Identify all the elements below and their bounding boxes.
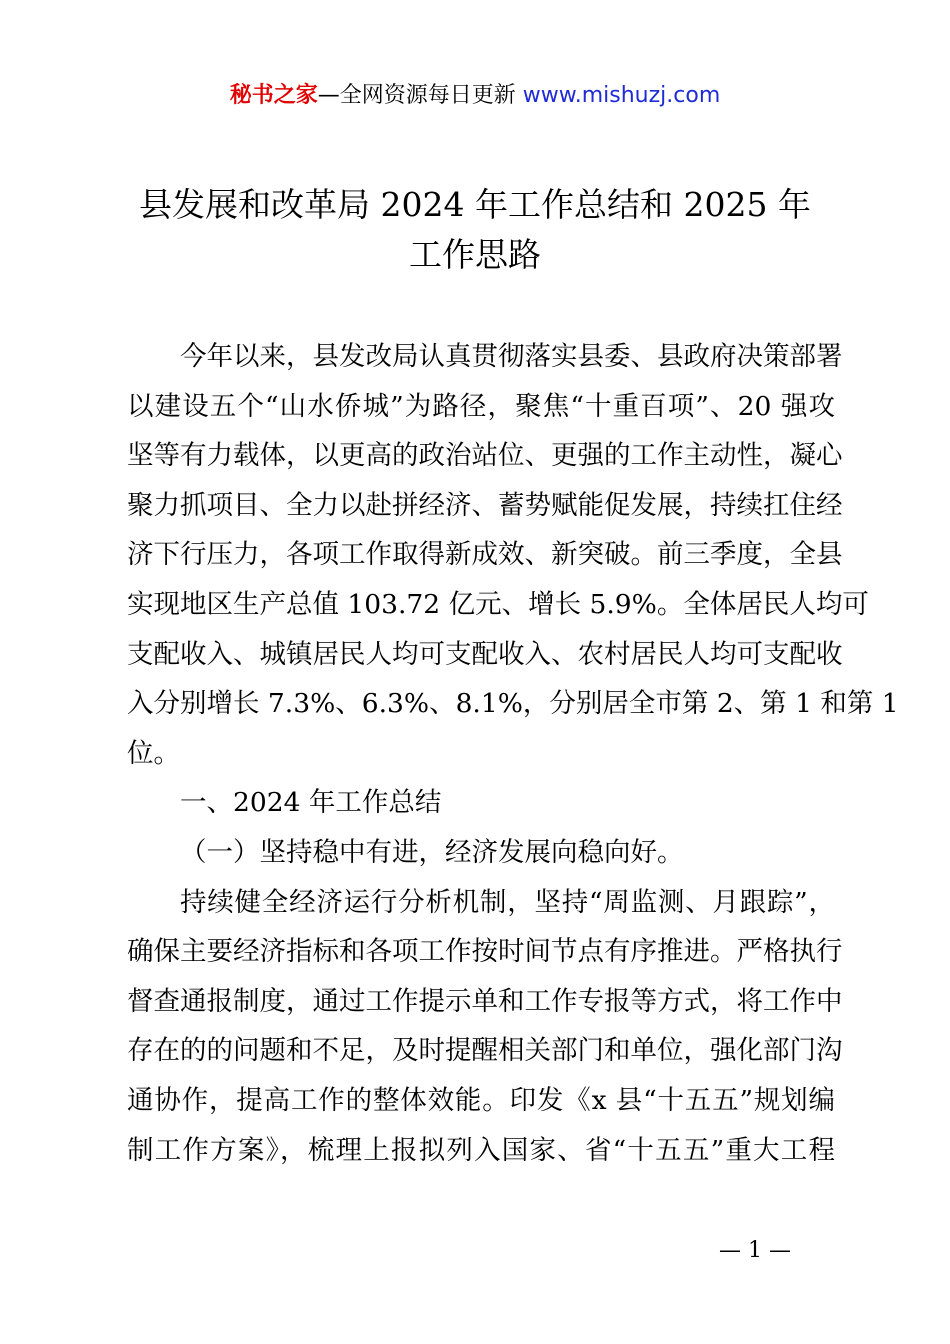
document-title (100, 180, 850, 280)
body-line: 聚力抓项目、全力以赴拼经济、蓄势赋能促发展，持续扛住经 (127, 489, 843, 521)
brand-name: 秘书之家 (229, 83, 318, 108)
body-line: 今年以来，县发改局认真贯彻落实县委、县政府决策部署 (180, 341, 843, 372)
body-line: 位。 (127, 737, 180, 769)
body-line: 以建设五个“山水侨城”为路径，聚焦“十重百项”、20 强攻 (127, 390, 835, 422)
body-line: 确保主要经济指标和各项工作按时间节点有序推进。严格执行 (127, 936, 843, 968)
title-line-1: 县发展和改革局 2024 年工作总结和 2025 年 (139, 185, 811, 224)
section-heading: 一、2024 年工作总结 (180, 787, 442, 819)
subsection-heading: （一）坚持稳中有进，经济发展向稳向好。 (180, 836, 684, 868)
body-line: 存在的的问题和不足，及时提醒相关部门和单位，强化部门沟 (127, 1035, 843, 1067)
body-line: 督查通报制度，通过工作提示单和工作专报等方式，将工作中 (127, 985, 843, 1017)
document-body (127, 332, 899, 1175)
body-line: 支配收入、城镇居民人均可支配收入、农村居民人均可支配收 (127, 638, 843, 670)
body-line: 实现地区生产总值 103.72 亿元、增长 5.9%。全体居民人均可 (127, 588, 869, 620)
body-line: 入分别增长 7.3%、6.3%、8.1%，分别居全市第 2、第 1 和第 1 (127, 688, 899, 720)
body-line: 坚等有力载体，以更高的政治站位、更强的工作主动性，凝心 (127, 440, 843, 472)
body-line: 持续健全经济运行分析机制，坚持“周监测、月跟踪”， (180, 886, 835, 918)
title-line-2: 工作思路 (409, 235, 541, 274)
body-line: 济下行压力，各项工作取得新成效、新突破。前三季度，全县 (127, 539, 843, 571)
site-url-link[interactable]: www.mishuzj.com (522, 83, 721, 108)
site-header (0, 80, 950, 112)
body-line: 通协作，提高工作的整体效能。印发《x 县“十五五”规划编 (127, 1084, 835, 1116)
header-tagline: —全网资源每日更新 (317, 83, 523, 108)
page-number: — 1 — (719, 1238, 791, 1263)
body-line: 制工作方案》，梳理上报拟列入国家、省“十五五”重大工程 (127, 1134, 835, 1166)
